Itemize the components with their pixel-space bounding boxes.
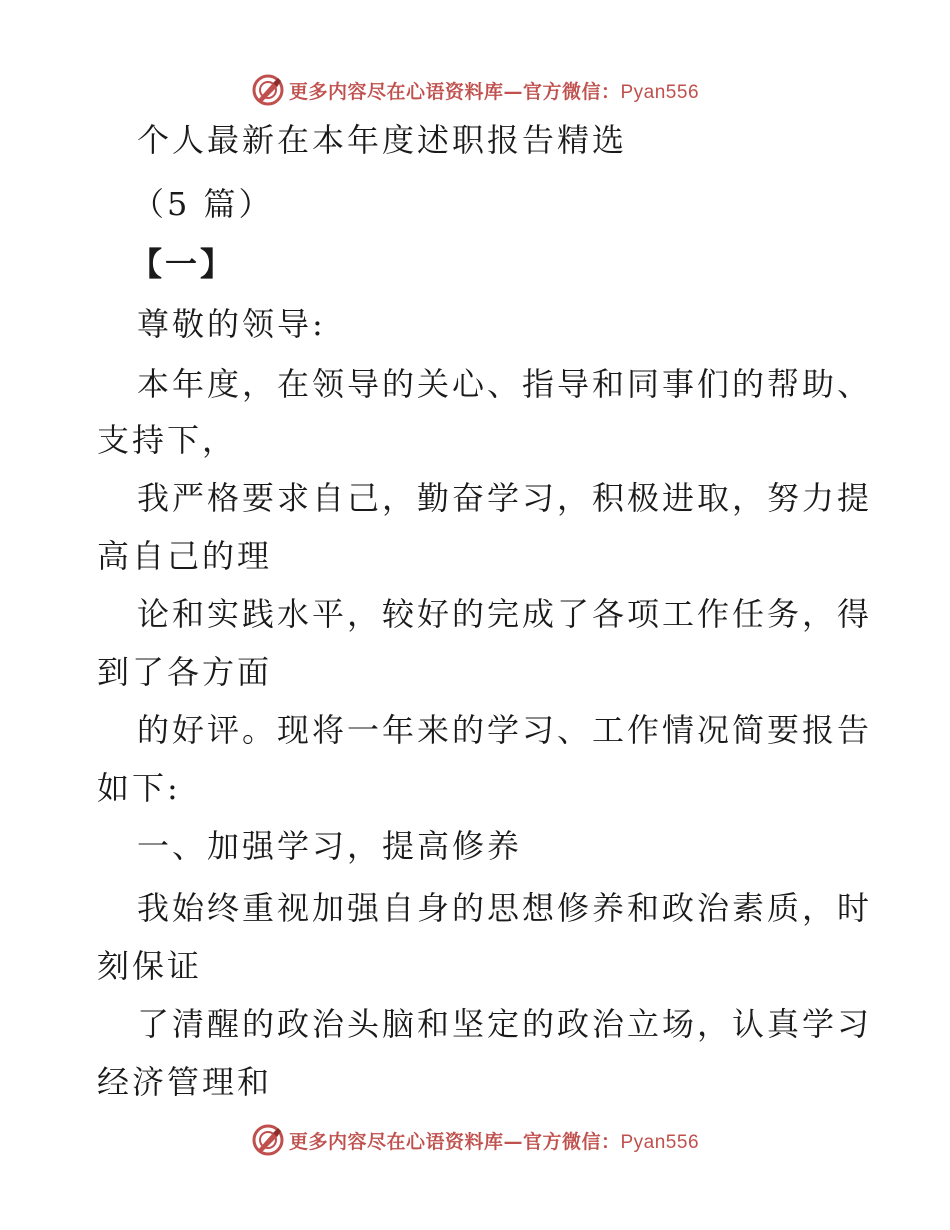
header-watermark — [0, 70, 950, 110]
paragraph-line: 到了各方面 — [97, 653, 273, 691]
paragraph-line: 的好评。现将一年来的学习、工作情况简要报告 — [137, 711, 873, 749]
paragraph-line: 了清醒的政治头脑和坚定的政治立场，认真学习 — [137, 1005, 873, 1043]
paragraph-line: 论和实践水平，较好的完成了各项工作任务，得 — [137, 595, 873, 633]
paragraph-line: 我严格要求自己，勤奋学习，积极进取，努力提 — [137, 479, 873, 517]
paragraph-line: 高自己的理 — [97, 537, 273, 575]
paragraph-line: 尊敬的领导: — [137, 305, 326, 343]
watermark-contact: Pyan556 — [620, 1131, 700, 1153]
watermark-contact: Pyan556 — [620, 81, 700, 103]
paragraph-line: 支持下， — [97, 421, 238, 459]
paragraph-line: 我始终重视加强自身的思想修养和政治素质，时 — [137, 889, 873, 927]
footer-watermark — [0, 1120, 950, 1160]
pen-logo-icon — [251, 73, 285, 107]
paragraph-line: 刻保证 — [97, 947, 203, 985]
paragraph-line: 如下: — [97, 769, 181, 807]
pen-logo-icon — [251, 1123, 285, 1157]
document-subtitle: （5 篇） — [132, 185, 274, 223]
watermark-text: 更多内容尽在心语资料库—官方微信：Pyan556 — [288, 80, 700, 103]
paragraph-line: 本年度，在领导的关心、指导和同事们的帮助、 — [137, 365, 873, 403]
section-heading: 一、加强学习，提高修养 — [137, 827, 523, 865]
watermark-text: 更多内容尽在心语资料库—官方微信：Pyan556 — [288, 1130, 700, 1153]
section-marker: 【一】 — [130, 245, 236, 283]
paragraph-line: 经济管理和 — [97, 1063, 273, 1101]
document-title: 个人最新在本年度述职报告精选 — [137, 121, 628, 159]
